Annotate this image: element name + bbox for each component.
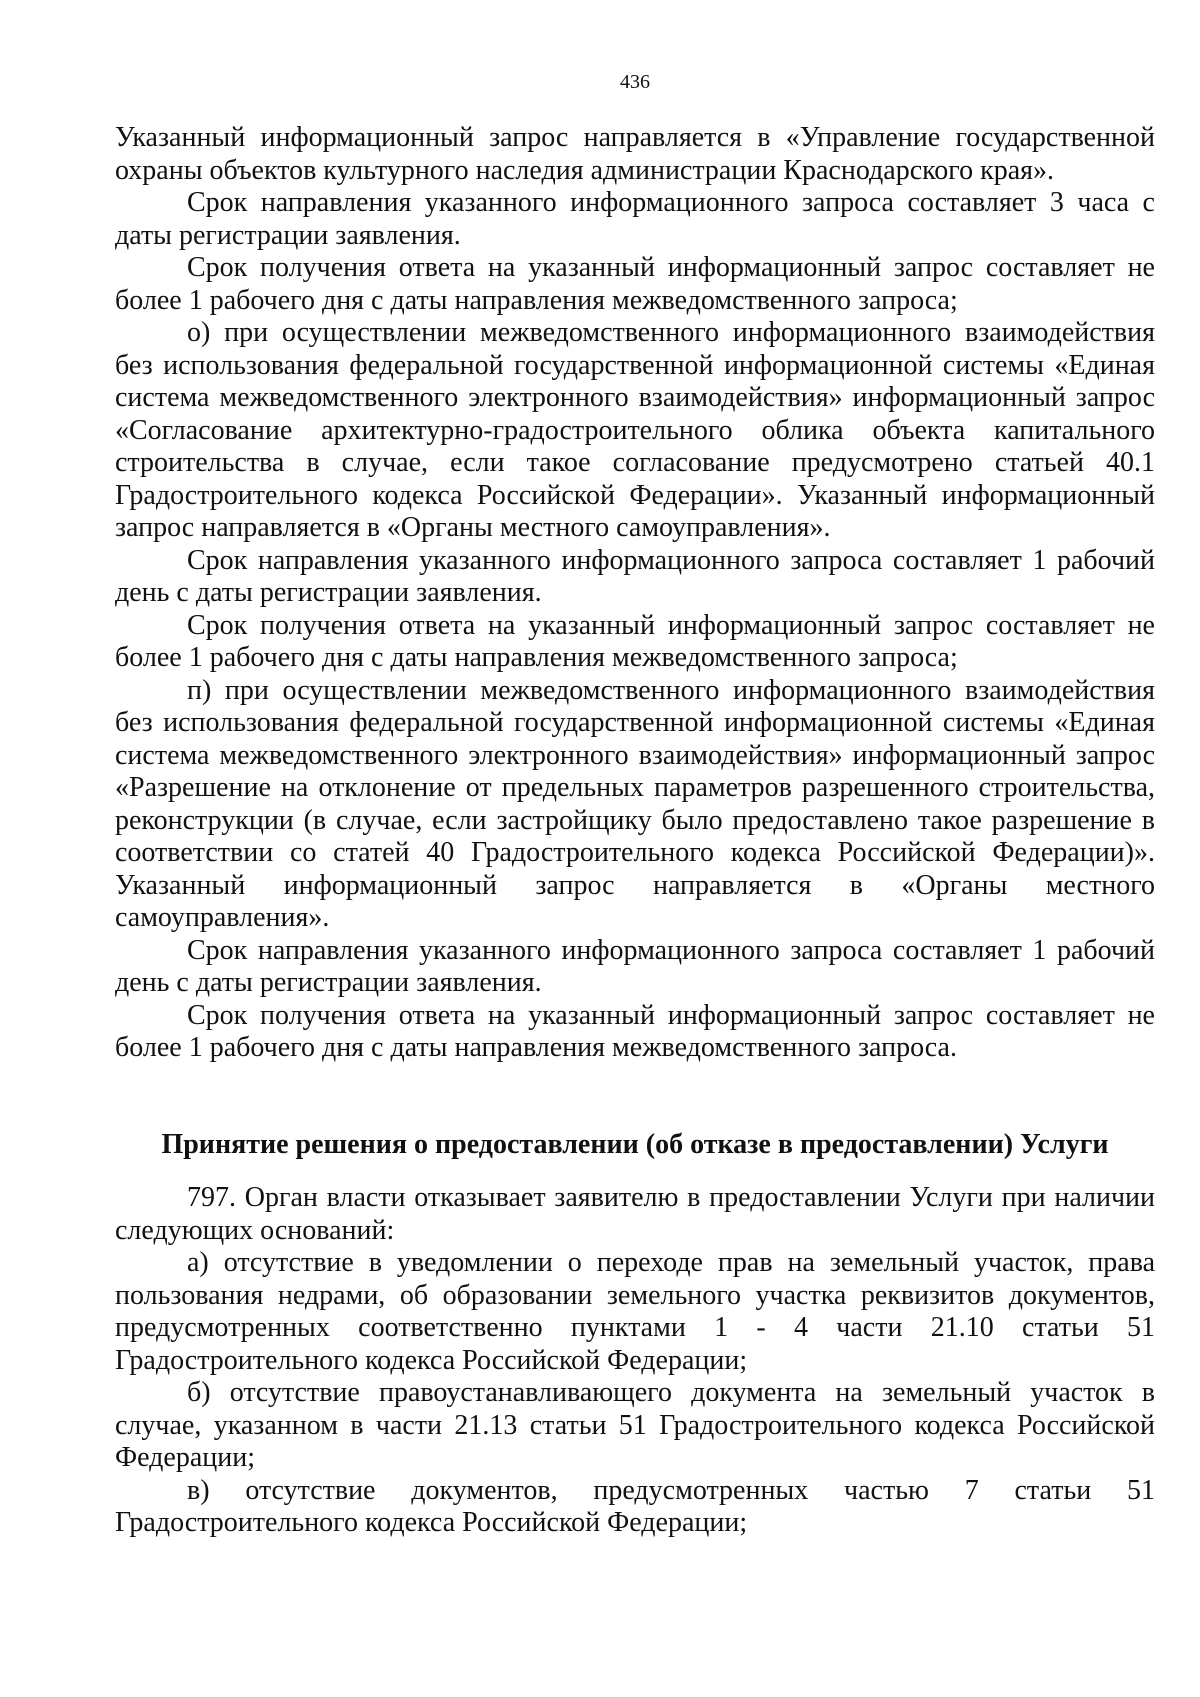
- paragraph-clause-797: 797. Орган власти отказывает заявителю в предоставлении Услуги при наличии следующих оснований:: [115, 1182, 1155, 1246]
- paragraph: Указанный информационный запрос направляется в «Управление государственной охраны объектов культурного наследия администрации Краснодарского края».: [115, 122, 1155, 186]
- paragraph-item-p: п) при осуществлении межведомственного информационного взаимодействия без использования федеральной государственной информационной системы «Единая система межведомственного электронного взаимодействия» информационный запрос «Разрешение на отклонение от предельных параметров разрешенного строительства, реконструкции (в случае, если застройщику было предоставлено такое разрешение в соответствии со статей 40 Градостроительного кодекса Российской Федерации)». Указанный информационный запрос направляется в «Органы местного самоуправления».: [115, 674, 1155, 933]
- page-number: 436: [620, 71, 650, 93]
- paragraph: Срок получения ответа на указанный информационный запрос составляет не более 1 рабочего дня с даты направления межведомственного запроса;: [115, 609, 1155, 673]
- paragraph: Срок направления указанного информационного запроса составляет 1 рабочий день с даты регистрации заявления.: [115, 544, 1155, 608]
- document-body: [115, 122, 1155, 1540]
- paragraph-item-a: а) отсутствие в уведомлении о переходе прав на земельный участок, права пользования недрами, об образовании земельного участка реквизитов документов, предусмотренных соответственно пунктами 1 - 4 части 21.10 статьи 51 Градостроительного кодекса Российской Федерации;: [115, 1247, 1155, 1376]
- paragraph-item-b: б) отсутствие правоустанавливающего документа на земельный участок в случае, указанном в части 21.13 статьи 51 Градостроительного кодекса Российской Федерации;: [115, 1377, 1155, 1473]
- paragraph: Срок направления указанного информационного запроса составляет 3 часа с даты регистрации заявления.: [115, 187, 1155, 251]
- paragraph-item-v: в) отсутствие документов, предусмотренных частью 7 статьи 51 Градостроительного кодекса Российской Федерации;: [115, 1474, 1155, 1538]
- paragraph: Срок направления указанного информационного запроса составляет 1 рабочий день с даты регистрации заявления.: [115, 934, 1155, 998]
- paragraph-item-o: о) при осуществлении межведомственного информационного взаимодействия без использования федеральной государственной информационной системы «Единая система межведомственного электронного взаимодействия» информационный запрос «Согласование архитектурно-градостроительного облика объекта капитального строительства в случае, если такое согласование предусмотрено статьей 40.1 Градостроительного кодекса Российской Федерации». Указанный информационный запрос направляется в «Органы местного самоуправления».: [115, 317, 1155, 543]
- paragraph: Срок получения ответа на указанный информационный запрос составляет не более 1 рабочего дня с даты направления межведомственного запроса;: [115, 252, 1155, 316]
- section-heading: Принятие решения о предоставлении (об отказе в предоставлении) Услуги: [161, 1128, 1109, 1160]
- paragraph: Срок получения ответа на указанный информационный запрос составляет не более 1 рабочего дня с даты направления межведомственного запроса.: [115, 999, 1155, 1063]
